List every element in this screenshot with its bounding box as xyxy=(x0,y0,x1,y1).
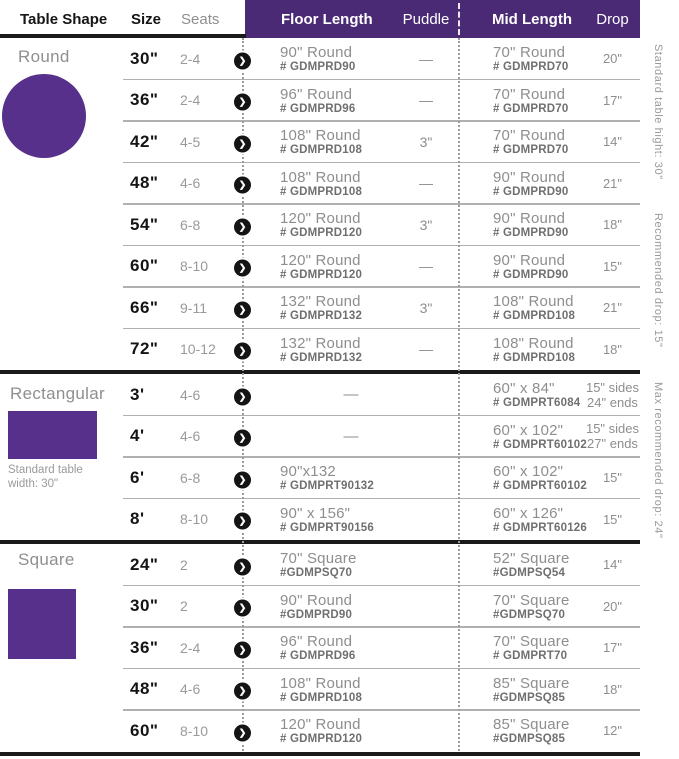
chevron-right-icon: ❯ xyxy=(234,724,251,741)
seats-value: 2 xyxy=(180,556,188,573)
mid-length-cell xyxy=(459,169,585,198)
puddle-value: — xyxy=(419,175,433,192)
note-recommended-drop: Recommended drop: 15" xyxy=(652,213,664,348)
drop-value: 18" xyxy=(602,681,623,697)
size-value: 30" xyxy=(130,596,159,616)
floor-length-cell xyxy=(243,592,393,621)
mid-length-part-number: # GDMPRD90 xyxy=(493,185,569,198)
seats-value: 2-4 xyxy=(180,50,201,67)
drop-cell xyxy=(585,512,640,527)
mid-length-value: 90" Round xyxy=(493,251,566,269)
floor-length-part-number: # GDMPRD108 xyxy=(280,144,363,157)
size-value: 42" xyxy=(130,131,159,151)
table-row xyxy=(0,38,640,80)
header-dashed-divider xyxy=(458,3,460,35)
floor-length-cell xyxy=(243,550,393,579)
drop-value: 17" xyxy=(602,92,623,108)
floor-length-cell xyxy=(243,127,393,156)
seats-value: 8-10 xyxy=(180,511,209,528)
mid-length-cell xyxy=(459,633,585,662)
size-value: 24" xyxy=(130,554,159,574)
seats-value: 4-6 xyxy=(180,681,201,698)
mid-length-value: 70" Square xyxy=(493,633,570,651)
mid-length-part-number: # GDMPRT60126 xyxy=(493,521,587,534)
mid-length-value: 70" Square xyxy=(493,591,570,609)
seats-value: 4-6 xyxy=(180,175,201,192)
seats-value: 2 xyxy=(180,598,188,615)
seats-value: 9-11 xyxy=(180,299,207,316)
floor-length-value: 108" Round xyxy=(280,127,361,145)
mid-length-part-number: # GDMPRD108 xyxy=(493,310,576,323)
size-value: 8' xyxy=(130,509,145,529)
drop-value: 18" xyxy=(602,217,623,233)
mid-length-value: 60" x 102" xyxy=(493,463,564,481)
table-header-row xyxy=(0,0,640,38)
table-row xyxy=(0,544,640,586)
mid-length-cell xyxy=(459,463,585,492)
mid-length-value: 60" x 84" xyxy=(493,380,555,398)
drop-value: 20" xyxy=(602,51,623,67)
section-rectangular xyxy=(0,370,640,540)
floor-length-cell xyxy=(243,716,393,745)
floor-length-part-number: # GDMPRD96 xyxy=(280,650,356,663)
mid-length-part-number: #GDMPSQ54 xyxy=(493,567,566,580)
mid-length-cell xyxy=(459,675,585,704)
floor-length-value: 120" Round xyxy=(280,251,361,269)
mid-length-value: 85" Square xyxy=(493,716,570,734)
mid-length-value: 70" Round xyxy=(493,85,566,103)
floor-length-value: 90" Round xyxy=(280,591,353,609)
note-max-recommended-drop: Max recommended drop: 24" xyxy=(652,381,664,539)
seats-value: 4-6 xyxy=(180,386,201,403)
size-value: 66" xyxy=(130,297,159,317)
puddle-value: 3" xyxy=(419,216,433,233)
floor-length-part-number: # GDMPRT90156 xyxy=(280,521,374,534)
floor-length-cell xyxy=(243,633,393,662)
floor-length-cell xyxy=(243,675,393,704)
drop-value-ends: 24" ends xyxy=(587,394,638,410)
floor-length-cell xyxy=(243,463,393,492)
mid-length-cell xyxy=(459,252,585,281)
floor-length-cell xyxy=(243,86,393,115)
mid-length-part-number: # GDMPRD108 xyxy=(493,351,576,364)
size-value: 54" xyxy=(130,214,159,234)
floor-length-cell xyxy=(243,210,393,239)
mid-length-cell xyxy=(459,380,585,409)
size-value: 36" xyxy=(130,637,159,657)
mid-length-cell xyxy=(459,550,585,579)
mid-length-part-number: # GDMPRD90 xyxy=(493,268,569,281)
floor-length-part-number: # GDMPRD108 xyxy=(280,691,363,704)
chevron-right-icon: ❯ xyxy=(234,388,251,405)
floor-length-part-number: #GDMPSQ70 xyxy=(280,567,353,580)
puddle-value: — xyxy=(419,258,433,275)
mid-length-value: 60" x 102" xyxy=(493,421,564,439)
mid-length-cell xyxy=(459,86,585,115)
drop-value: 14" xyxy=(602,557,623,573)
floor-length-part-number: # GDMPRD120 xyxy=(280,733,363,746)
table-row xyxy=(0,627,640,669)
drop-cell xyxy=(585,640,640,655)
table-row xyxy=(0,416,640,458)
drop-cell xyxy=(585,380,640,410)
drop-cell xyxy=(585,93,640,108)
floor-length-value: 132" Round xyxy=(280,293,361,311)
seats-value: 10-12 xyxy=(180,341,216,358)
puddle-value: — xyxy=(419,92,433,109)
drop-value: 18" xyxy=(602,341,623,357)
column-header-table-shape: Table Shape xyxy=(20,10,108,28)
table-row xyxy=(0,204,640,246)
size-value: 60" xyxy=(130,720,159,740)
floor-length-cell xyxy=(243,505,393,534)
chevron-right-icon: ❯ xyxy=(234,600,251,617)
floor-length-part-number: # GDMPRD120 xyxy=(280,268,363,281)
column-header-drop: Drop xyxy=(596,10,629,28)
seats-value: 2-4 xyxy=(180,92,201,109)
mid-length-part-number: #GDMPSQ85 xyxy=(493,733,566,746)
floor-length-cell xyxy=(243,252,393,281)
size-value: 4' xyxy=(130,426,145,446)
floor-length-value: 70" Square xyxy=(280,550,357,568)
mid-length-part-number: # GDMPRD90 xyxy=(493,227,569,240)
floor-length-cell xyxy=(243,293,393,322)
floor-length-value: 108" Round xyxy=(280,674,361,692)
chevron-right-icon: ❯ xyxy=(234,343,251,360)
mid-length-cell xyxy=(459,505,585,534)
chevron-right-icon: ❯ xyxy=(234,513,251,530)
chevron-right-icon: ❯ xyxy=(234,683,251,700)
chevron-right-icon: ❯ xyxy=(234,94,251,111)
chevron-right-icon: ❯ xyxy=(234,218,251,235)
table-row xyxy=(0,586,640,628)
mid-length-value: 52" Square xyxy=(493,550,570,568)
chevron-right-icon: ❯ xyxy=(234,558,251,575)
size-value: 72" xyxy=(130,339,159,359)
drop-cell xyxy=(585,470,640,485)
seats-value: 6-8 xyxy=(180,216,201,233)
mid-length-part-number: #GDMPSQ85 xyxy=(493,691,566,704)
mid-length-part-number: # GDMPRD70 xyxy=(493,102,569,115)
table-row xyxy=(0,457,640,499)
floor-length-value: 96" Round xyxy=(280,633,353,651)
size-value: 3' xyxy=(130,384,145,404)
mid-length-part-number: #GDMPSQ70 xyxy=(493,608,566,621)
puddle-value: — xyxy=(419,341,433,358)
floor-length-value: 132" Round xyxy=(280,334,361,352)
seats-value: 6-8 xyxy=(180,469,201,486)
floor-length-part-number: # GDMPRD120 xyxy=(280,227,363,240)
column-header-seats: Seats xyxy=(181,10,220,28)
section-shape-label: Round xyxy=(18,47,70,66)
mid-length-part-number: # GDMPRD70 xyxy=(493,61,569,74)
size-value: 48" xyxy=(130,679,159,699)
puddle-value: 3" xyxy=(419,133,433,150)
drop-value-ends: 27" ends xyxy=(587,436,638,452)
drop-cell xyxy=(585,723,640,738)
drop-cell xyxy=(585,300,640,315)
table-row xyxy=(0,80,640,122)
column-header-mid-length: Mid Length xyxy=(492,10,572,28)
mid-length-part-number: # GDMPRT6084 xyxy=(493,397,581,410)
section-shape-label: Rectangular xyxy=(10,384,105,403)
floor-length-value: 90" x 156" xyxy=(280,504,351,522)
seats-value: 2-4 xyxy=(180,639,201,656)
table-row xyxy=(0,499,640,541)
table-row xyxy=(0,121,640,163)
mid-length-value: 60" x 126" xyxy=(493,504,564,522)
note-standard-table-height: Standard table hight: 30" xyxy=(652,44,664,180)
table-row xyxy=(0,669,640,711)
side-vertical-note xyxy=(652,44,664,756)
seats-value: 8-10 xyxy=(180,258,209,275)
mid-length-value: 90" Round xyxy=(493,210,566,228)
table-row xyxy=(0,246,640,288)
floor-length-part-number: # GDMPRD108 xyxy=(280,185,363,198)
chevron-right-icon: ❯ xyxy=(234,135,251,152)
mid-length-part-number: # GDMPRD70 xyxy=(493,144,569,157)
column-header-size: Size xyxy=(131,10,162,28)
floor-length-dash: — xyxy=(343,427,359,445)
mid-length-value: 90" Round xyxy=(493,168,566,186)
table-row xyxy=(0,329,640,371)
mid-length-value: 70" Round xyxy=(493,127,566,145)
chevron-right-icon: ❯ xyxy=(234,430,251,447)
floor-length-part-number: # GDMPRD132 xyxy=(280,310,363,323)
mid-length-part-number: # GDMPRT60102 xyxy=(493,480,587,493)
drop-cell xyxy=(585,682,640,697)
floor-length-part-number: # GDMPRD132 xyxy=(280,351,363,364)
table-row xyxy=(0,374,640,416)
table-row xyxy=(0,163,640,205)
drop-value: 17" xyxy=(602,640,623,656)
section-round xyxy=(0,38,640,370)
floor-length-value: 120" Round xyxy=(280,210,361,228)
shape-note-line: width: 30" xyxy=(8,478,59,490)
mid-length-cell xyxy=(459,422,585,451)
size-value: 60" xyxy=(130,256,159,276)
size-value: 30" xyxy=(130,48,159,68)
floor-length-cell xyxy=(243,169,393,198)
drop-cell xyxy=(585,217,640,232)
section-square xyxy=(0,540,640,752)
mid-length-part-number: # GDMPRT60102 xyxy=(493,438,587,451)
floor-length-dash: — xyxy=(343,386,359,404)
floor-length-cell xyxy=(243,335,393,364)
drop-cell xyxy=(585,134,640,149)
chevron-right-icon: ❯ xyxy=(234,177,251,194)
drop-value: 15" xyxy=(602,511,623,527)
drop-value: 14" xyxy=(602,134,623,150)
floor-length-part-number: # GDMPRD96 xyxy=(280,102,356,115)
drop-value: 15" sides xyxy=(585,379,640,395)
floor-length-value: 90" Round xyxy=(280,44,353,62)
drop-cell xyxy=(585,342,640,357)
mid-length-cell xyxy=(459,335,585,364)
mid-length-value: 108" Round xyxy=(493,334,574,352)
chevron-right-icon: ❯ xyxy=(234,52,251,69)
drop-cell xyxy=(585,259,640,274)
mid-length-cell xyxy=(459,293,585,322)
drop-cell xyxy=(585,51,640,66)
drop-cell xyxy=(585,599,640,614)
drop-value: 15" xyxy=(602,470,623,486)
drop-value: 15" xyxy=(602,258,623,274)
floor-length-value: 108" Round xyxy=(280,168,361,186)
size-value: 48" xyxy=(130,173,159,193)
column-header-floor-length: Floor Length xyxy=(281,10,373,28)
drop-cell xyxy=(585,176,640,191)
drop-value: 12" xyxy=(602,723,623,739)
size-value: 6' xyxy=(130,467,145,487)
mid-length-cell xyxy=(459,127,585,156)
puddle-mid-dotted-divider xyxy=(458,38,460,751)
shape-note-line: Standard table xyxy=(8,464,83,476)
drop-cell xyxy=(585,421,640,451)
floor-length-part-number: #GDMPRD90 xyxy=(280,608,353,621)
puddle-value: — xyxy=(419,50,433,67)
drop-cell xyxy=(585,557,640,572)
chevron-right-icon: ❯ xyxy=(234,260,251,277)
mid-length-cell xyxy=(459,44,585,73)
chevron-right-icon: ❯ xyxy=(234,471,251,488)
column-header-puddle: Puddle xyxy=(402,10,450,28)
mid-length-cell xyxy=(459,592,585,621)
floor-length-value: 120" Round xyxy=(280,716,361,734)
section-shape-label: Square xyxy=(18,550,75,569)
floor-length-part-number: # GDMPRD90 xyxy=(280,61,356,74)
mid-length-cell xyxy=(459,716,585,745)
size-value: 36" xyxy=(130,90,159,110)
floor-length-part-number: # GDMPRT90132 xyxy=(280,480,374,493)
floor-length-value: 96" Round xyxy=(280,85,353,103)
chevron-right-icon: ❯ xyxy=(234,641,251,658)
seats-value: 4-5 xyxy=(180,133,201,150)
puddle-value: 3" xyxy=(419,299,433,316)
seats-value: 8-10 xyxy=(180,722,209,739)
table-row xyxy=(0,710,640,752)
drop-value: 21" xyxy=(602,300,623,316)
seats-value: 4-6 xyxy=(180,428,201,445)
mid-length-value: 70" Round xyxy=(493,44,566,62)
floor-length-cell xyxy=(243,44,393,73)
mid-length-cell xyxy=(459,210,585,239)
mid-length-part-number: # GDMPRT70 xyxy=(493,650,568,663)
mid-length-value: 108" Round xyxy=(493,293,574,311)
drop-value: 21" xyxy=(602,175,623,191)
chevron-right-icon: ❯ xyxy=(234,301,251,318)
drop-value: 20" xyxy=(602,598,623,614)
floor-length-value: 90"x132 xyxy=(280,463,336,481)
drop-value: 15" sides xyxy=(585,421,640,437)
table-row xyxy=(0,287,640,329)
mid-length-value: 85" Square xyxy=(493,674,570,692)
